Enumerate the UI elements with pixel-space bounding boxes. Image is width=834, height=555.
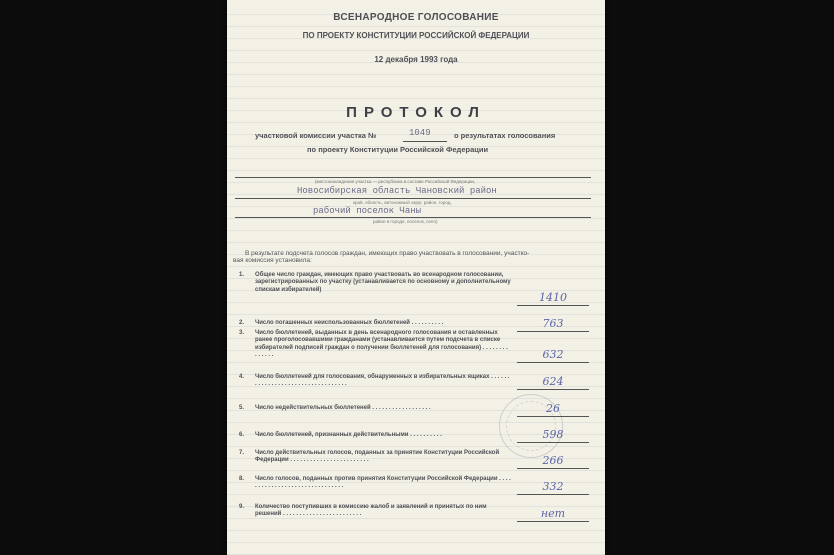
result-item-text: Число бюллетеней, признанных действительными . . . . . . . . . . xyxy=(255,432,442,438)
result-item-number: 1. xyxy=(239,272,245,278)
paper-rule-line xyxy=(227,470,605,471)
subtitle-suffix: о результатах голосования xyxy=(454,131,556,140)
result-item-number: 2. xyxy=(239,320,245,326)
location-line-1 xyxy=(235,177,591,178)
result-item-text: Количество поступивших в комиссию жалоб и заявлений и принятых по ним решений . . . . . . . . . . . . . . . . . . . . . . . . xyxy=(255,504,487,518)
result-item-number: 6. xyxy=(239,432,245,438)
paper-rule-line xyxy=(227,158,605,159)
result-value: 763 xyxy=(542,317,564,330)
paper-rule-line xyxy=(227,242,605,243)
paper-rule-line xyxy=(227,86,605,87)
result-value: 26 xyxy=(546,402,560,415)
result-item-text: Число действительных голосов, поданных за принятие Конституции Российской Федерации . . . . . . . . . . . . . . . . . . . . . . . . xyxy=(255,450,500,464)
precinct-number-underline xyxy=(403,141,447,142)
result-item-text: Общее число граждан, имеющих право участвовать во всенародном голосовании, зарегистрированных по участку (устанавливается по основному и дополнительному спискам избирателей) xyxy=(255,272,511,293)
result-value-line xyxy=(517,442,589,443)
precinct-number: 1049 xyxy=(409,128,431,138)
result-item-text: Число недействительных бюллетеней . . . . . . . . . . . . . . . . . . xyxy=(255,405,431,411)
header-date: 12 декабря 1993 года xyxy=(374,55,458,64)
paper-rule-line xyxy=(227,266,605,267)
intro-text-line-2: вая комиссия установила: xyxy=(233,257,312,264)
result-item-text: Число бюллетеней, выданных в день всенародного голосования и оставленных ранее проголосовавшими гражданами (устанавливается путем подсчета в списке избирателей подписей граждан о получении бюллетеней для голосования) . . . . . . . . . . . . . . xyxy=(255,330,508,359)
paper-rule-line xyxy=(227,230,605,231)
result-item-number: 5. xyxy=(239,405,245,411)
paper-rule-line xyxy=(227,170,605,171)
subtitle-prefix: участковой комиссии участка № xyxy=(255,131,377,140)
result-item-text: Число погашенных неиспользованных бюллетеней . . . . . . . . . . xyxy=(255,320,444,326)
result-value: нет xyxy=(540,507,566,520)
paper-rule-line xyxy=(227,530,605,531)
result-item-text: Число голосов, поданных против принятия Конституции Российской Федерации . . . . . . . . . . . . . . . . . . . . . . . . . . . . . . . xyxy=(255,476,511,490)
result-value-line xyxy=(517,331,589,332)
paper-rule-line xyxy=(227,314,605,315)
location-caption-1: (местонахождение участка — республика в составе Российской Федерации, xyxy=(315,179,476,184)
result-item-text: Число бюллетеней для голосования, обнаруженных в избирательных ящиках . . . . . . . . . . . . . . . . . . . . . . . . . . . . . . . . . . xyxy=(255,374,510,388)
paper-rule-line xyxy=(227,50,605,51)
result-value: 624 xyxy=(542,375,564,388)
result-item-number: 4. xyxy=(239,374,245,380)
result-value-line xyxy=(517,416,589,417)
result-item-number: 3. xyxy=(239,330,245,336)
result-value-line xyxy=(517,305,589,306)
protocol-page xyxy=(227,0,605,555)
result-value-line xyxy=(517,362,589,363)
result-item-number: 8. xyxy=(239,476,245,482)
result-value: 332 xyxy=(542,480,564,493)
location-region: Новосибирская область Чановский район xyxy=(297,186,497,196)
result-value: 1410 xyxy=(539,291,567,304)
paper-rule-line xyxy=(227,74,605,75)
header-line-2: ПО ПРОЕКТУ КОНСТИТУЦИИ РОССИЙСКОЙ ФЕДЕРАЦИИ xyxy=(302,31,530,40)
location-settlement: рабочий поселок Чаны xyxy=(313,206,422,216)
result-item-number: 9. xyxy=(239,504,245,510)
result-value: 598 xyxy=(542,428,564,441)
paper-rule-line xyxy=(227,542,605,543)
document-title: ПРОТОКОЛ xyxy=(346,104,486,121)
result-value-line xyxy=(517,494,589,495)
paper-rule-line xyxy=(227,26,605,27)
paper-rule-line xyxy=(227,98,605,99)
location-line-2 xyxy=(235,198,591,199)
result-value-line xyxy=(517,521,589,522)
result-value: 632 xyxy=(542,348,564,361)
result-item-number: 7. xyxy=(239,450,245,456)
location-caption-2: край, область, автономный округ, район, город, xyxy=(353,200,452,205)
intro-text-line-1: В результате подсчета голосов граждан, имеющих право участвовать в голосовании, участко- xyxy=(245,250,530,257)
subtitle-line-2: по проекту Конституции Российской Федерации xyxy=(307,145,489,154)
paper-rule-line xyxy=(227,122,605,123)
location-line-3 xyxy=(235,217,591,218)
location-caption-3: район в городе, поселок, село) xyxy=(373,219,438,224)
result-value-line xyxy=(517,468,589,469)
result-value: 266 xyxy=(542,454,564,467)
header-line-1: ВСЕНАРОДНОЕ ГОЛОСОВАНИЕ xyxy=(333,12,499,23)
result-value-line xyxy=(517,389,589,390)
